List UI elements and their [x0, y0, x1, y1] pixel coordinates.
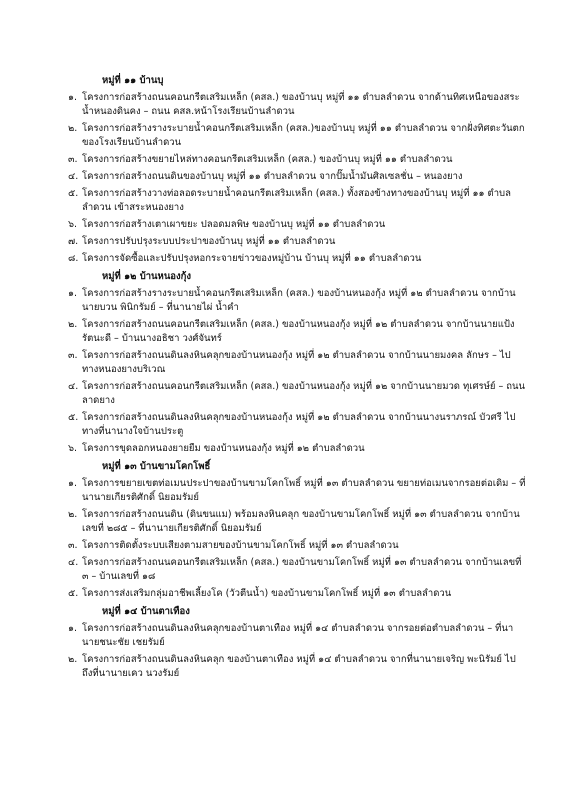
item-number: ๔.	[68, 557, 79, 568]
list-item	[68, 508, 526, 536]
item-text: โครงการขุดลอกหนองยายยืม ของบ้านหนองกุ้ง หมู่ที่ ๑๒ ตำบลลำดวน	[82, 443, 365, 454]
item-text: โครงการก่อสร้างถนนคอนกรีตเสริมเหล็ก (คสล.) ของบ้านบุ หมู่ที่ ๑๑ ตำบลลำดวน จากด้านทิศเหนือของสระน้ำหนองดินคง – ถนน คสล.หน้าโรงเรียนบ้านลำดวน	[82, 92, 520, 117]
section-title: หมู่ที่ ๑๑ บ้านบุ	[102, 75, 164, 86]
section-title: หมู่ที่ ๑๓ บ้านขามโคกโพธิ์	[102, 461, 211, 472]
item-number: ๕.	[68, 188, 79, 199]
item-text: โครงการก่อสร้างถนนดินลงหินคลุกของบ้านตาเทือง หมู่ที่ ๑๔ ตำบลลำดวน จากรอยต่อตำบลลำดวน – ที่นานายชนะชัย เชยรัมย์	[82, 623, 514, 648]
item-number: ๑.	[68, 478, 78, 489]
list-item	[68, 442, 526, 456]
list-item	[68, 170, 526, 184]
item-number: ๒.	[68, 509, 78, 520]
item-text: โครงการก่อสร้างวางท่อลอดระบายน้ำคอนกรีตเสริมเหล็ก (คสล.) ทั้งสองข้างทางของบ้านบุ หมู่ที่ ๑๑ ตำบลลำดวน เข้าสระหนองยาง	[82, 188, 511, 213]
item-text: โครงการก่อสร้างขยายไหล่ทางคอนกรีตเสริมเหล็ก (คสล.) ของบ้านบุ หมู่ที่ ๑๑ ตำบลลำดวน	[82, 154, 453, 165]
item-number: ๑.	[68, 92, 78, 103]
list-item	[68, 653, 526, 681]
item-text: โครงการก่อสร้างรางระบายน้ำคอนกรีตเสริมเหล็ก (คสล.) ของบ้านหนองกุ้ง หมู่ที่ ๑๒ ตำบลลำดวน จากบ้านนายบวน พินิกรัมย์ – ที่นานายไผ่ น้ำคำ	[82, 288, 516, 313]
list-item	[68, 287, 526, 315]
section-moo-14	[68, 605, 526, 681]
item-number: ๔.	[68, 171, 79, 182]
item-text: โครงการก่อสร้างถนนคอนกรีตเสริมเหล็ก (คสล.) ของบ้านหนองกุ้ง หมู่ที่ ๑๒ จากบ้านนายมวด ทุเศรษ์ย์ – ถนนลาดยาง	[82, 381, 525, 406]
item-text: โครงการก่อสร้างถนนดินลงหินคลุก ของบ้านตาเทือง หมู่ที่ ๑๔ ตำบลลำดวน จากที่นานายเจริญ พะนิรัมย์ ไปถึงที่นานายเคว นวงรัมย์	[82, 654, 516, 679]
item-number: ๖.	[68, 443, 78, 454]
item-number: ๓.	[68, 540, 78, 551]
list-item	[68, 235, 526, 249]
section-title: หมู่ที่ ๑๒ บ้านหนองกุ้ง	[102, 271, 192, 282]
item-number: ๓.	[68, 350, 78, 361]
section-moo-13	[68, 460, 526, 601]
list-item	[68, 252, 526, 266]
list-item	[68, 411, 526, 439]
list-item	[68, 380, 526, 408]
item-text: โครงการจัดซื้อและปรับปรุงหอกระจายข่าวของหมู่บ้าน บ้านบุ หมู่ที่ ๑๑ ตำบลลำดวน	[82, 253, 422, 264]
item-number: ๓.	[68, 154, 78, 165]
item-text: โครงการส่งเสริมกลุ่มอาชีพเลี้ยงโค (วัวตีนน้ำ) ของบ้านขามโคกโพธิ์ หมู่ที่ ๑๓ ตำบลลำดวน	[82, 588, 452, 599]
list-item	[68, 622, 526, 650]
item-text: โครงการก่อสร้างถนนคอนกรีตเสริมเหล็ก (คสล.) ของบ้านหนองกุ้ง หมู่ที่ ๑๒ ตำบลลำดวน จากบ้านนายแป้ง รัตนะดี – บ้านนางอธิชา วงศ์จันทร์	[82, 319, 515, 344]
list-item	[68, 91, 526, 119]
item-number: ๖.	[68, 219, 78, 230]
list-item	[68, 539, 526, 553]
item-text: โครงการก่อสร้างถนนคอนกรีตเสริมเหล็ก (คสล.) ของบ้านขามโคกโพธิ์ หมู่ที่ ๑๓ ตำบลลำดวน จากบ้านเลขที่ ๓ – บ้านเลขที่ ๑๘	[82, 557, 522, 582]
item-text: โครงการก่อสร้างถนนดินลงหินคลุกของบ้านหนองกุ้ง หมู่ที่ ๑๒ ตำบลลำดวน จากบ้านนางนราภรณ์ บัวศรี ไปทางที่นานางใจบ้านประตู	[82, 412, 516, 437]
list-item	[68, 477, 526, 505]
list-item	[68, 187, 526, 215]
section-title: หมู่ที่ ๑๔ บ้านตาเทือง	[102, 606, 190, 617]
list-item	[68, 218, 526, 232]
list-item	[68, 153, 526, 167]
item-number: ๒.	[68, 123, 78, 134]
item-number: ๒.	[68, 654, 78, 665]
item-number: ๕.	[68, 588, 79, 599]
list-item	[68, 122, 526, 150]
item-number: ๑.	[68, 623, 78, 634]
item-text: โครงการขยายเขตท่อเมนประปาของบ้านขามโคกโพธิ์ หมู่ที่ ๑๓ ตำบลลำดวน ขยายท่อเมนจากรอยต่อเดิม – ที่นานายเกียรติศักดิ์ นิยอมรัมย์	[82, 478, 526, 503]
item-number: ๗.	[68, 236, 79, 247]
item-text: โครงการติดตั้งระบบเสียงตามสายของบ้านขามโคกโพธิ์ หมู่ที่ ๑๓ ตำบลลำดวน	[82, 540, 399, 551]
item-text: โครงการปรับปรุงระบบประปาของบ้านบุ หมู่ที่ ๑๑ ตำบลลำดวน	[82, 236, 336, 247]
item-text: โครงการก่อสร้างรางระบายน้ำคอนกรีตเสริมเหล็ก (คสล.)ของบ้านบุ หมู่ที่ ๑๑ ตำบลลำดวน จากฝั่งทิศตะวันตกของโรงเรียนบ้านลำดวน	[82, 123, 525, 148]
item-text: โครงการก่อสร้างถนนดินของบ้านบุ หมู่ที่ ๑๑ ตำบลลำดวน จากปั๊มน้ำมันศิลเซลชั่น – หนองยาง	[82, 171, 463, 182]
item-number: ๔.	[68, 381, 79, 392]
item-text: โครงการก่อสร้างถนนดินลงหินคลุกของบ้านหนองกุ้ง หมู่ที่ ๑๒ ตำบลลำดวน จากบ้านนายมงคล ลักษร – ไปทางหนองยางบริเวณ	[82, 350, 511, 375]
list-item	[68, 318, 526, 346]
item-text: โครงการก่อสร้างถนนดิน (ดินขนแม) พร้อมลงหินคลุก ของบ้านขามโคกโพธิ์ หมู่ที่ ๑๓ ตำบลลำดวน จากบ้านเลขที่ ๒๘๕ – ที่นานายเกียรติศักดิ์ นิยอมรัมย์	[82, 509, 520, 534]
section-moo-11	[68, 74, 526, 266]
list-item	[68, 349, 526, 377]
item-number: ๒.	[68, 319, 78, 330]
item-number: ๑.	[68, 288, 78, 299]
item-number: ๘.	[68, 253, 79, 264]
section-moo-12	[68, 270, 526, 456]
item-text: โครงการก่อสร้างเตาเผาขยะ ปลอดมลพิษ ของบ้านบุ หมู่ที่ ๑๑ ตำบลลำดวน	[82, 219, 386, 230]
list-item	[68, 587, 526, 601]
list-item	[68, 556, 526, 584]
item-number: ๕.	[68, 412, 79, 423]
